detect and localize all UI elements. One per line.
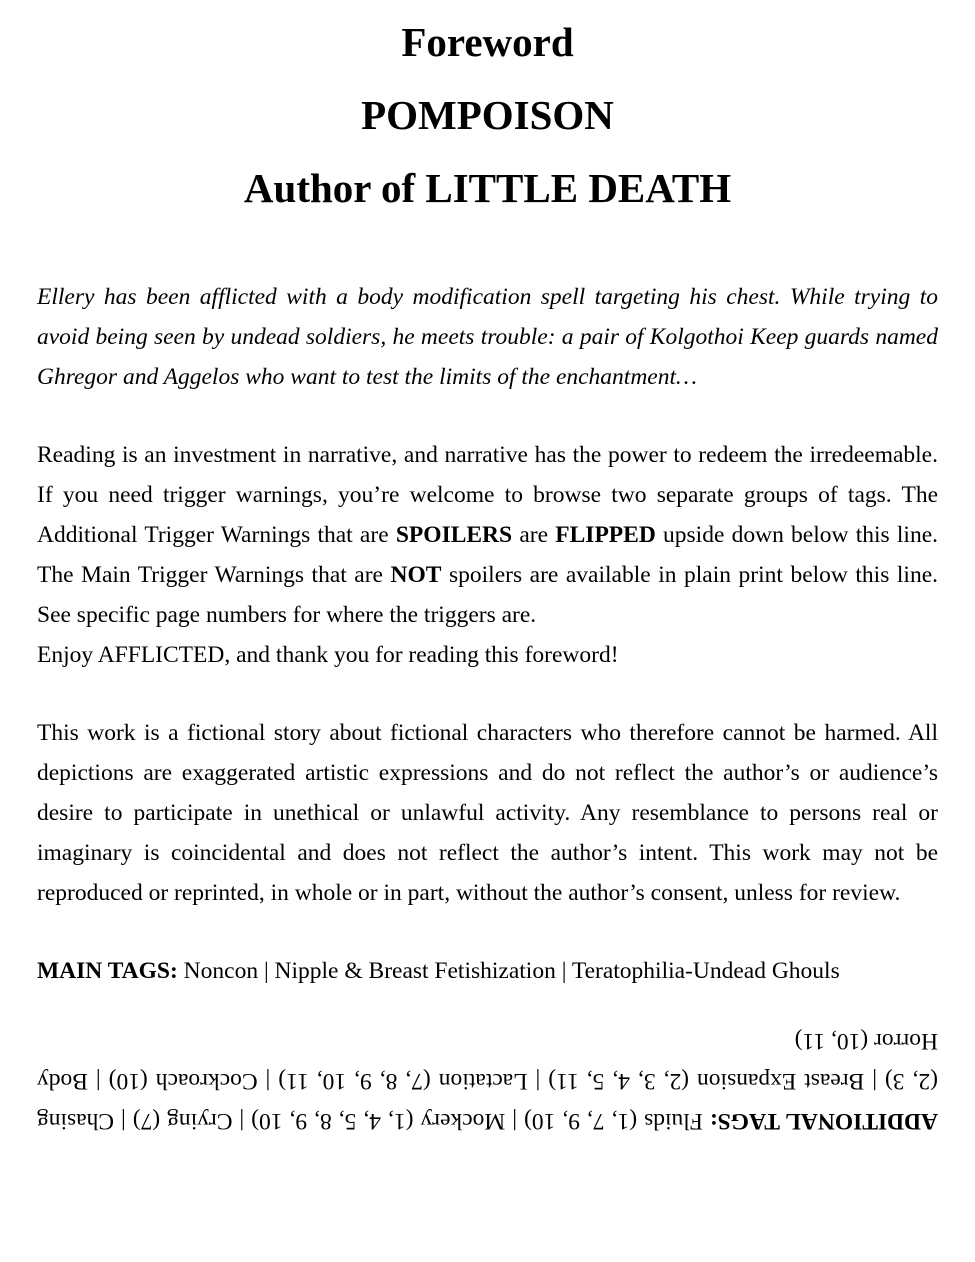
trigger-text-3: upside down below this line. The Main Trigger Warnings that are xyxy=(37,522,939,588)
trigger-warnings-paragraph xyxy=(37,435,938,635)
synopsis-paragraph: Ellery has been afflicted with a body modification spell targeting his chest. While trying to avoid being seen by undead soldiers, he meets trouble: a pair of Kolgothoi Keep guards named Ghregor and Aggelos who want to test the limits of the enchantment… xyxy=(37,284,938,390)
trigger-text-1: Reading is an investment in narrative, and narrative has the power to redeem the irredeemable. If you need trigger warnings, you’re welcome to browse two separate groups of tags. The Additional Trigger Warnings that are xyxy=(37,442,938,548)
author-credit: Author of LITTLE DEATH xyxy=(243,165,732,211)
spoilers-bold: SPOILERS xyxy=(395,522,513,548)
main-tags-text: Noncon | Nipple & Breast Fetishization | Teratophilia-Undead Ghouls xyxy=(177,958,840,984)
trigger-text-2: are xyxy=(512,522,556,548)
header-block xyxy=(37,6,938,225)
author-name: POMPOISON xyxy=(361,92,614,138)
flipped-bold: FLIPPED xyxy=(555,522,656,548)
main-tags-line xyxy=(37,951,938,991)
not-bold: NOT xyxy=(390,562,442,588)
disclaimer-paragraph: This work is a fictional story about fictional characters who therefore cannot be harmed. All depictions are exaggerated artistic expressions and do not reflect the author’s or audience’s desire to participate in unethical or unlawful activity. Any resemblance to persons real or imaginary is coincidental and does not reflect the author’s intent. This work may not be reproduced or reprinted, in whole or in part, without the author’s consent, unless for review. xyxy=(37,720,938,906)
trigger-text-4: spoilers are available in plain print below this line. See specific page numbers for where the triggers are. xyxy=(37,562,938,628)
additional-tags-text: Fluids (1, 7, 9, 10) | Mockery (1, 4, 5, 8, 9, 10) | Crying (7) | Chasing (2, 3) | Breast Expansion (2, 3, 4, 5, 11) | Lactation (7, 8, 9, 10, 11) | Cockroach (10) | Body Horror (10, 11) xyxy=(37,1028,938,1134)
main-tags-label: MAIN TAGS: xyxy=(37,958,178,984)
additional-tags-label: ADDITIONAL TAGS: xyxy=(709,1108,938,1134)
closing-line: Enjoy AFFLICTED, and thank you for reading this foreword! xyxy=(37,642,619,668)
foreword-title: Foreword xyxy=(401,19,574,65)
additional-tags-paragraph-flipped xyxy=(37,1021,938,1141)
